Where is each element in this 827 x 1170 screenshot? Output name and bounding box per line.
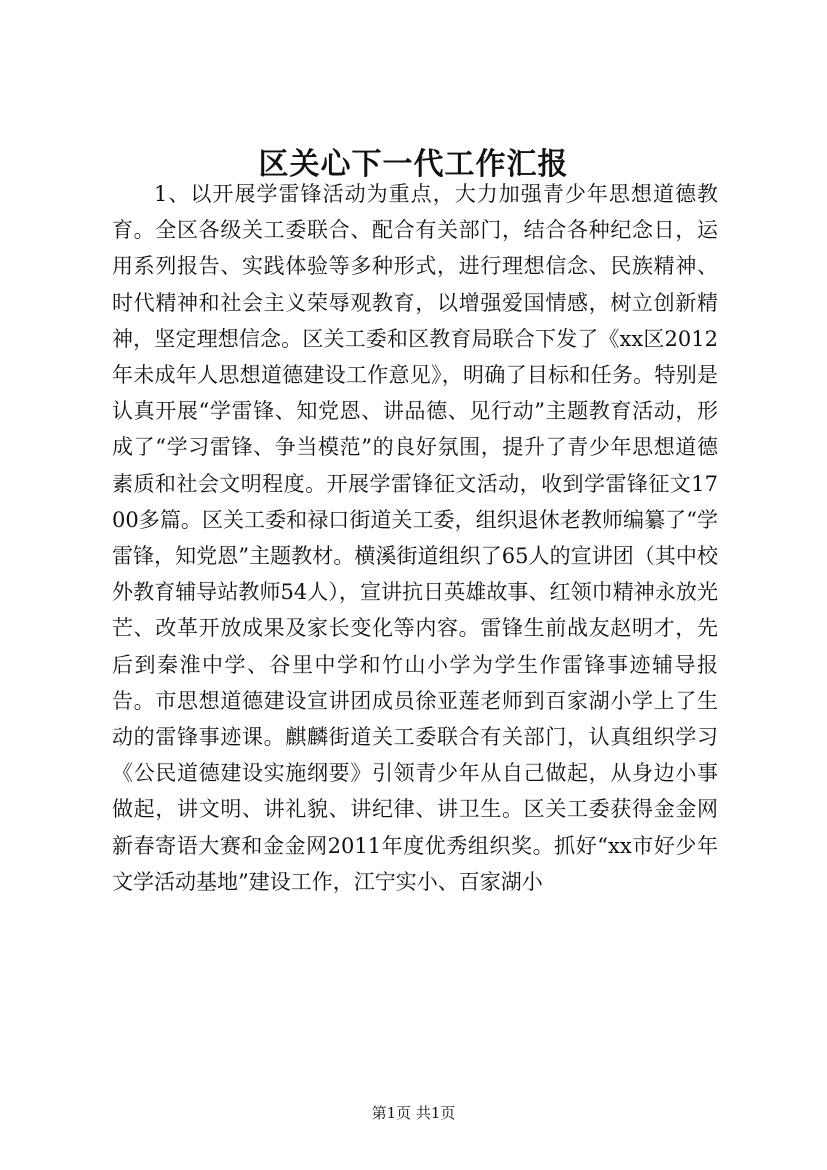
page-footer: 第1页 共1页 [371,1104,456,1122]
body-paragraph: 1、以开展学雷锋活动为重点，大力加强青少年思想道德教育。全区各级关工委联合、配合有关部门，结合各种纪念日，运用系列报告、实践体验等多种形式，进行理想信念、民族精神、时代精神和社会主义荣辱观教育，以增强爱国情感，树立创新精神，坚定理想信念。区关工委和区教育局联合下发了《xx区2012年未成年人思想道德建设工作意见》，明确了目标和任务。特别是认真开展“学雷锋、知党恩、讲品德、见行动”主题教育活动，形成了“学习雷锋、争当模范”的良好氛围，提升了青少年思想道德素质和社会文明程度。开展学雷锋征文活动，收到学雷锋征文1700多篇。区关工委和禄口街道关工委，组织退休老教师编纂了“学雷锋，知党恩”主题教材。横溪街道组织了65人的宣讲团（其中校外教育辅导站教师54人），宣讲抗日英雄故事、红领巾精神永放光芒、改革开放成果及家长变化等内容。雷锋生前战友赵明才，先后到秦淮中学、谷里中学和竹山小学为学生作雷锋事迹辅导报告。市思想道德建设宣讲团成员徐亚莲老师到百家湖小学上了生动的雷锋事迹课。麒麟街道关工委联合有关部门，认真组织学习《公民道德建设实施纲要》引领青少年从自己做起，从身边小事做起，讲文明、讲礼貌、讲纪律、讲卫生。区关工委获得金金网新春寄语大赛和金金网2011年度优秀组织奖。抓好“xx市好少年文学活动基地”建设工作，江宁实小、百家湖小 [112,182,718,894]
document-title: 区关心下一代工作汇报 [258,147,569,182]
